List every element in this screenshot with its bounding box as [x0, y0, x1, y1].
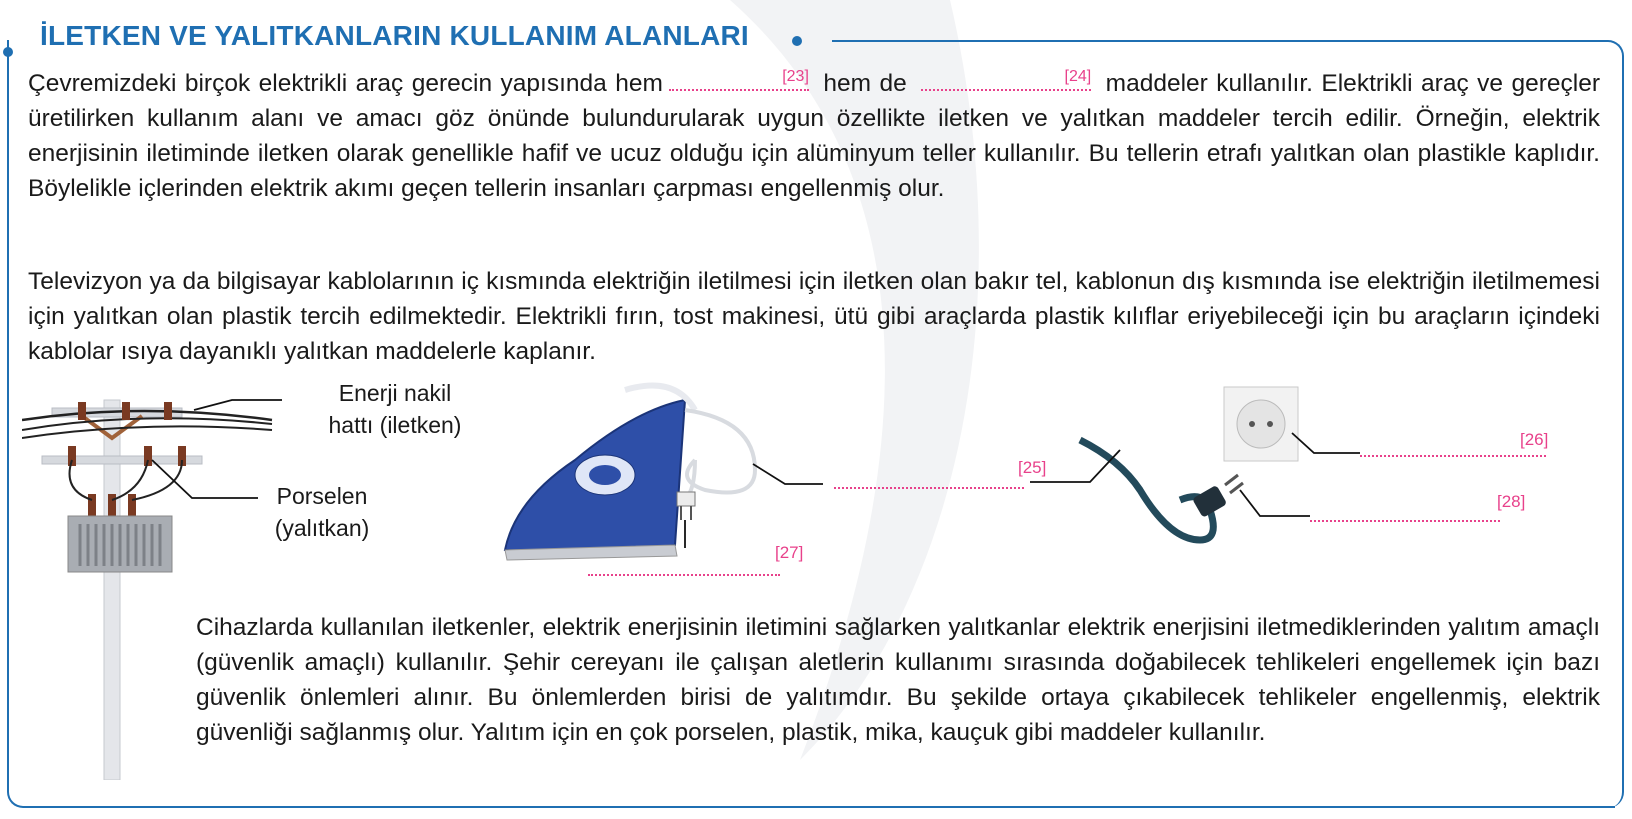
- title-underline: [832, 40, 1592, 42]
- answer-line-28[interactable]: [1310, 520, 1500, 522]
- label-power-line-1: Enerji nakil: [338, 380, 452, 406]
- answer-number-25: [25]: [1018, 458, 1047, 477]
- socket-illustration: [1222, 385, 1362, 465]
- answer-number-27: [27]: [775, 543, 804, 562]
- section-title: İLETKEN VE YALITKANLARIN KULLANIM ALANLARI: [40, 20, 749, 51]
- answer-number-26: [26]: [1520, 430, 1549, 449]
- paragraph-1-part-3: maddeler kullanılır. Elektrikli araç ve gereçler üretilirken kullanım alanı ve amacı göz önünde bulundurularak uygun özellikte iletken ve yalıtkan maddeler tercih edilir. Örneğin, elektrik enerjisinin iletiminde iletken olarak genellikle hafif ve ucuz olduğu için alüminyum teller kullanılır. Bu tellerin etrafı yalıtkan olan plastikle kaplıdır. Böylelikle içlerinden elektrik akımı geçen tellerin insanları çarpması engellenmiş olur.: [28, 70, 1601, 202]
- label-power-line: [310, 377, 480, 441]
- blank-number-24: [24]: [1064, 68, 1092, 85]
- answer-line-25[interactable]: [834, 487, 1024, 489]
- answer-line-26[interactable]: [1360, 455, 1546, 457]
- paragraph-2: Televizyon ya da bilgisayar kablolarının iç kısmında elektriğin iletilmesi için iletken olan bakır tel, kablonun dış kısmında ise elektriğin iletilmemesi için yalıtkan olan plastik tercih edilmektedir. Elektrikli fırın, tost makinesi, ütü gibi araçlarda plastik kılıflar eriyebileceği için bu araçların içindeki kablolar ısıya dayanıklı yalıtkan maddelerle kaplanır.: [28, 268, 1600, 365]
- answer-line-27[interactable]: [588, 574, 780, 576]
- frame-dot-title: [792, 36, 802, 46]
- paragraph-1: [28, 66, 1600, 206]
- fill-blank-23[interactable]: [669, 68, 809, 91]
- paragraph-1-part-2: hem de: [823, 70, 907, 97]
- paragraph-1-part-1: Çevremizdeki birçok elektrikli araç gerecin yapısında hem: [28, 70, 663, 97]
- label-porcelain-2: (yalıtkan): [274, 515, 370, 541]
- fill-blank-24[interactable]: [921, 68, 1092, 91]
- label-porcelain-1: Porselen: [276, 483, 368, 509]
- label-power-line-2: hattı (iletken): [328, 412, 462, 438]
- frame-dot-left: [3, 47, 13, 57]
- label-porcelain: [262, 480, 382, 544]
- answer-number-28: [28]: [1497, 492, 1526, 511]
- blank-number-23: [23]: [782, 68, 809, 85]
- paragraph-3: Cihazlarda kullanılan iletkenler, elektrik enerjisinin iletimini sağlarken yalıtkanlar elektrik enerjisini iletmediklerinden yalıtım amaçlı (güvenlik amaçlı) kullanılır. Şehir cereyanı ile çalışan aletlerin kullanımı sırasında doğabilecek tehlikeleri engellemek için bazı güvenlik önlemleri alınır. Bu önlemlerden birisi de yalıtımdır. Bu şekilde ortaya çıkabilecek tehlikeler engellenmiş, elektrik güvenliği sağlanmış olur. Yalıtım için en çok porselen, plastik, mika, kauçuk gibi maddeler kullanılır.: [196, 614, 1600, 746]
